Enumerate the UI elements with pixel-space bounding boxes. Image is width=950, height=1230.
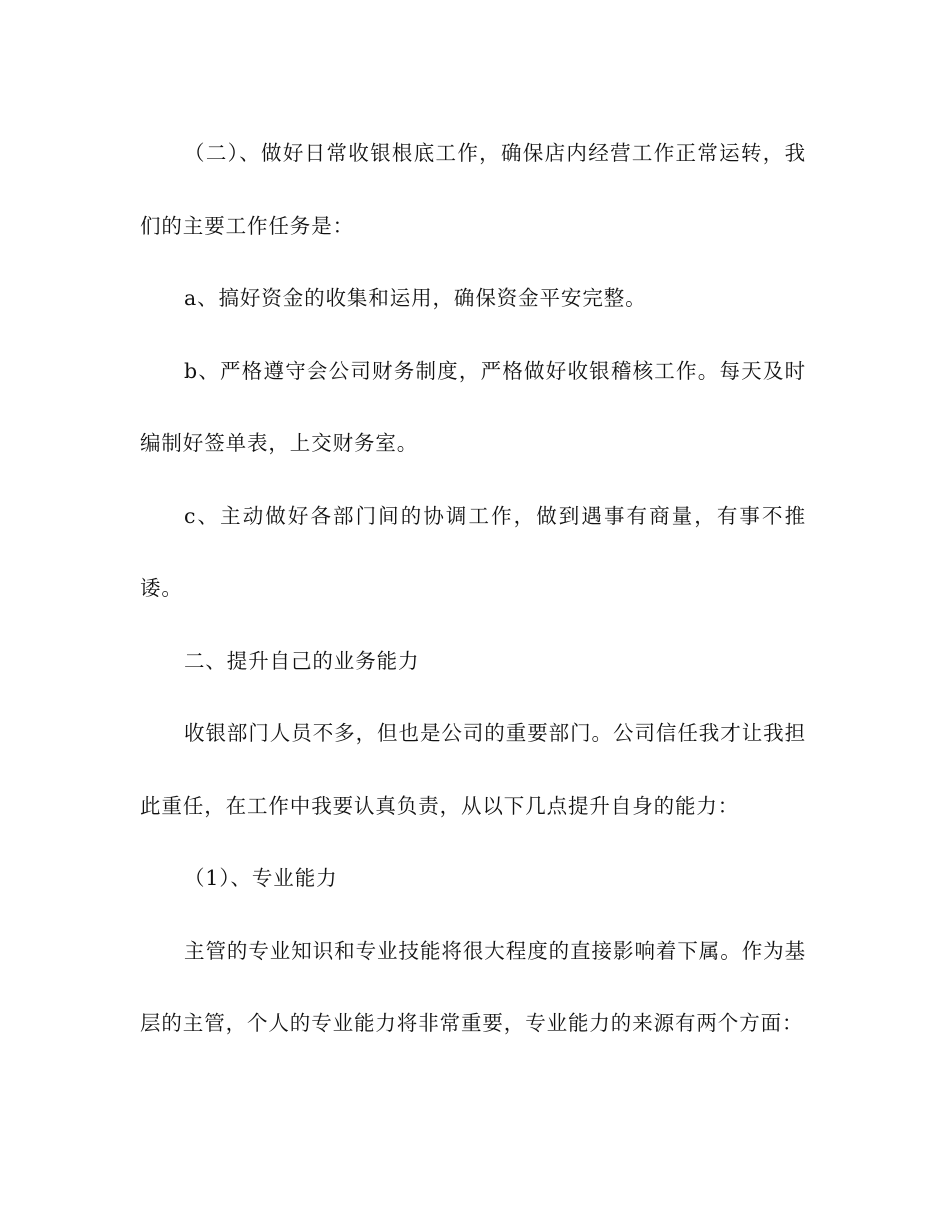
paragraph-item-c: c、主动做好各部门间的协调工作，做到遇事有商量，有事不推诿。 xyxy=(140,503,806,600)
heading-improve-business-ability: 二、提升自己的业务能力 xyxy=(184,648,420,673)
paragraph-item-b: b、严格遵守会公司财务制度，严格做好收银稽核工作。每天及时编制好签单表，上交财务室。 xyxy=(140,358,806,455)
paragraph-section-two-cashier-work: （二）、做好日常收银根底工作，确保店内经营工作正常运转，我们的主要工作任务是： xyxy=(140,141,806,238)
document-body xyxy=(140,117,806,1060)
paragraph-item-a: a、搞好资金的收集和运用，确保资金平安完整。 xyxy=(184,286,647,310)
heading-professional-ability: （1）、专业能力 xyxy=(184,866,338,890)
paragraph-supervisor-knowledge: 主管的专业知识和专业技能将很大程度的直接影响着下属。作为基层的主管，个人的专业能力将非常重要，专业能力的来源有两个方面： xyxy=(140,938,806,1035)
paragraph-cashier-department: 收银部门人员不多，但也是公司的重要部门。公司信任我才让我担此重任，在工作中我要认真负责，从以下几点提升自身的能力： xyxy=(140,721,806,818)
